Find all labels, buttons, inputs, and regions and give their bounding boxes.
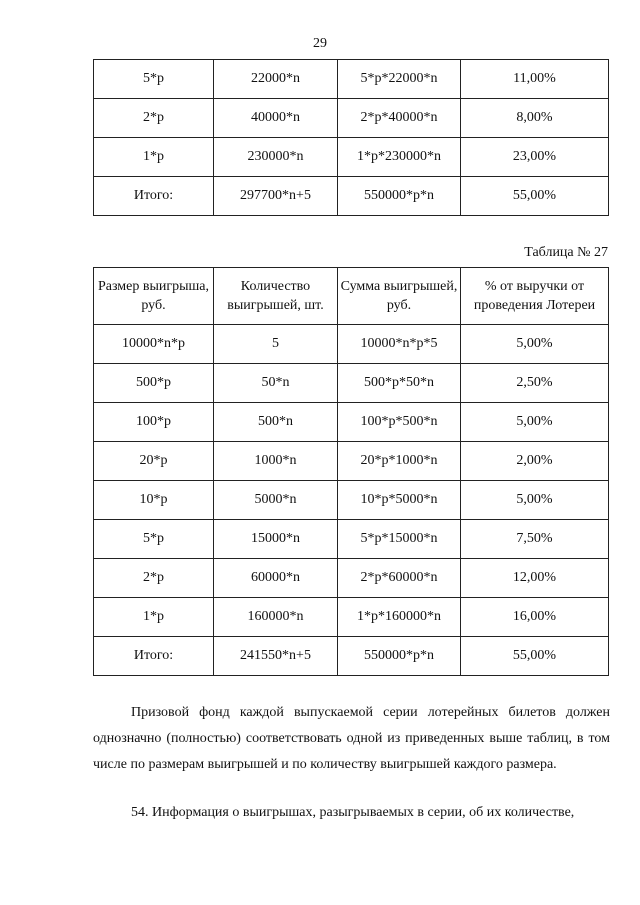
table-cell: 20*р*1000*n — [338, 442, 461, 481]
table-cell: 7,50% — [461, 520, 609, 559]
header-revenue-percent: % от выручки от проведения Лотереи — [461, 268, 609, 325]
table-cell: 1*р — [94, 138, 214, 177]
table-cell: 55,00% — [461, 637, 609, 676]
table-cell: 230000*n — [214, 138, 338, 177]
body-paragraph: Призовой фонд каждой выпускаемой серии лотерейных билетов должен однозначно (полностью) соответствовать одной из приведенных выше таблиц, в том числе по размерам выигрышей и по количеству выигрышей каждого размера. — [93, 705, 610, 772]
table-cell: 241550*n+5 — [214, 637, 338, 676]
table-cell: 1000*n — [214, 442, 338, 481]
table-cell: 1*р — [94, 598, 214, 637]
table-cell: 550000*р*n — [338, 637, 461, 676]
table-row — [94, 60, 609, 99]
table-row — [94, 442, 609, 481]
table-cell: 160000*n — [214, 598, 338, 637]
table-cell: 60000*n — [214, 559, 338, 598]
table-cell: 500*р*50*n — [338, 364, 461, 403]
table-cell: 55,00% — [461, 177, 609, 216]
table-cell: 550000*р*n — [338, 177, 461, 216]
table-cell: 10*р*5000*n — [338, 481, 461, 520]
table-cell: 5,00% — [461, 403, 609, 442]
table-cell: 297700*n+5 — [214, 177, 338, 216]
table-cell: 12,00% — [461, 559, 609, 598]
table-cell: 10*р — [94, 481, 214, 520]
table-cell: 500*р — [94, 364, 214, 403]
table-cell: 10000*n*р*5 — [338, 325, 461, 364]
table-cell: 20*р — [94, 442, 214, 481]
table-cell: 8,00% — [461, 99, 609, 138]
table-cell: 10000*n*р — [94, 325, 214, 364]
table-cell: 1*р*160000*n — [338, 598, 461, 637]
table-cell: 5 — [214, 325, 338, 364]
header-prize-size: Размер выигрыша, руб. — [94, 268, 214, 325]
table-cell: 5,00% — [461, 481, 609, 520]
table-cell: 40000*n — [214, 99, 338, 138]
table-cell: 11,00% — [461, 60, 609, 99]
table-row — [94, 637, 609, 676]
table-cell: 5*р*15000*n — [338, 520, 461, 559]
table-cell: 2*р — [94, 559, 214, 598]
table-row — [94, 598, 609, 637]
table-cell: 15000*n — [214, 520, 338, 559]
table-caption: Таблица № 27 — [524, 245, 608, 260]
prize-table-continued — [93, 59, 609, 216]
table-cell: 2*р*40000*n — [338, 99, 461, 138]
table-row — [94, 364, 609, 403]
table-cell: 2,50% — [461, 364, 609, 403]
table-cell: Итого: — [94, 637, 214, 676]
table-cell: 5*р*22000*n — [338, 60, 461, 99]
prize-table-27 — [93, 267, 609, 676]
table-cell: Итого: — [94, 177, 214, 216]
table-cell: 2,00% — [461, 442, 609, 481]
page-number: 29 — [313, 36, 327, 51]
table-cell: 100*р — [94, 403, 214, 442]
table-row — [94, 177, 609, 216]
table-cell: 500*n — [214, 403, 338, 442]
table-row — [94, 325, 609, 364]
table-cell: 16,00% — [461, 598, 609, 637]
table-cell: 23,00% — [461, 138, 609, 177]
table-row — [94, 520, 609, 559]
table-row — [94, 559, 609, 598]
table-cell: 5000*n — [214, 481, 338, 520]
table-cell: 2*р*60000*n — [338, 559, 461, 598]
table-row — [94, 481, 609, 520]
table-row — [94, 138, 609, 177]
table-cell: 5*р — [94, 60, 214, 99]
table-cell: 1*р*230000*n — [338, 138, 461, 177]
table-cell: 50*n — [214, 364, 338, 403]
body-paragraph: 54. Информация о выигрышах, разыгрываемых в серии, об их количестве, — [131, 805, 575, 820]
table-cell: 22000*n — [214, 60, 338, 99]
table-cell: 2*р — [94, 99, 214, 138]
table-cell: 5*р — [94, 520, 214, 559]
table-row — [94, 403, 609, 442]
table-row — [94, 99, 609, 138]
header-prize-count: Количество выигрышей, шт. — [214, 268, 338, 325]
table-header-row — [94, 268, 609, 325]
table-cell: 5,00% — [461, 325, 609, 364]
header-prize-sum: Сумма выигрышей, руб. — [338, 268, 461, 325]
table-cell: 100*р*500*n — [338, 403, 461, 442]
